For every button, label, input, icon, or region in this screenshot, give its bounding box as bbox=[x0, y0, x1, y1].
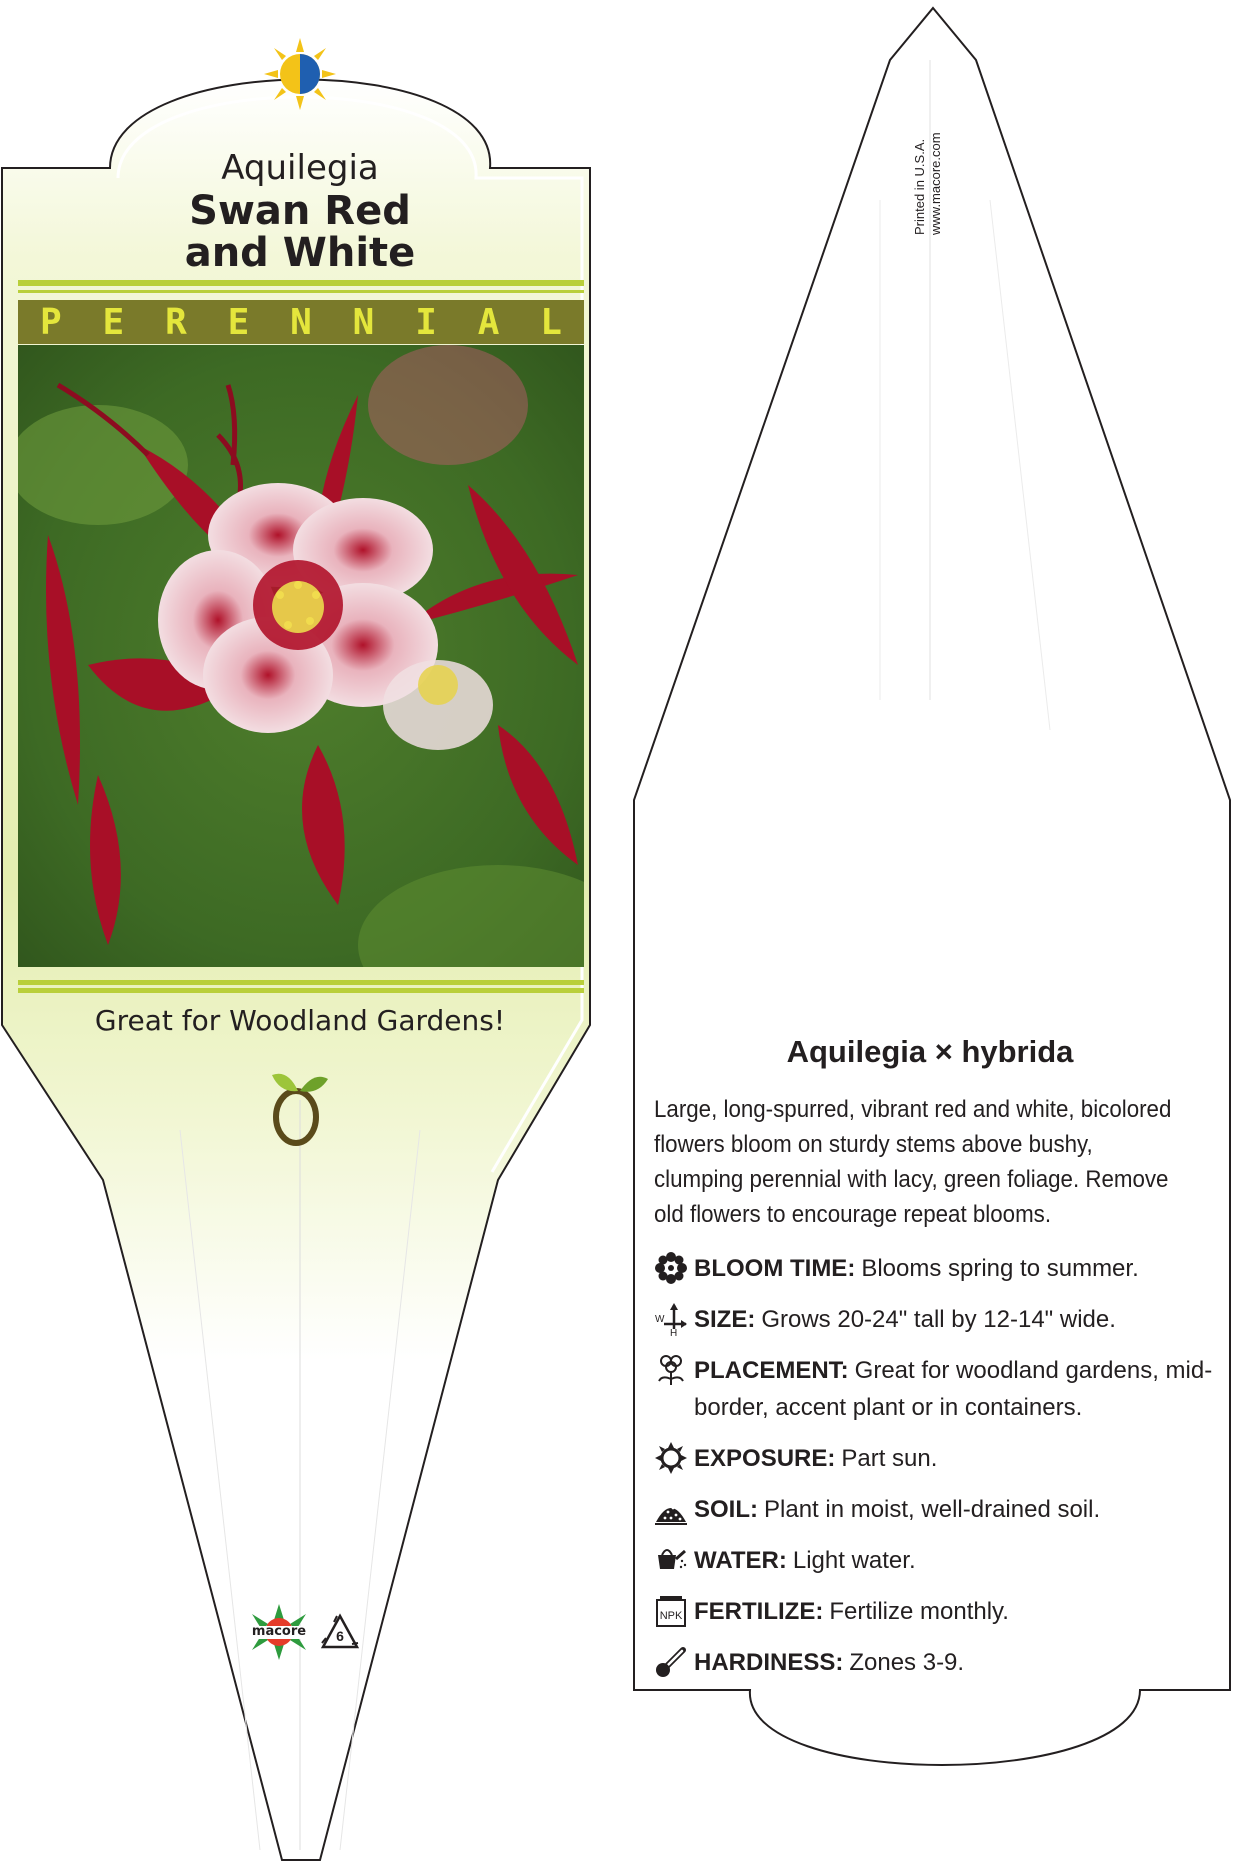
care-row-soil bbox=[654, 1491, 1214, 1528]
category-letter: A bbox=[477, 301, 500, 343]
care-value: Zones 3-9. bbox=[849, 1649, 965, 1676]
thermometer-icon bbox=[654, 1645, 688, 1679]
cultivar-name bbox=[40, 190, 560, 274]
category-letter: N bbox=[352, 301, 375, 343]
sprout-logo-icon bbox=[268, 1065, 332, 1149]
care-row-size bbox=[654, 1301, 1214, 1338]
sun-icon bbox=[654, 1441, 688, 1475]
care-value: Light water. bbox=[792, 1547, 916, 1574]
care-value: Plant in moist, well-drained soil. bbox=[764, 1496, 1101, 1523]
cultivar-line-2: and White bbox=[184, 230, 416, 276]
tagline: Great for Woodland Gardens! bbox=[94, 1004, 506, 1037]
care-value: Part sun. bbox=[841, 1445, 938, 1472]
care-row-water bbox=[654, 1542, 1214, 1579]
care-row-bloom-time bbox=[654, 1250, 1214, 1287]
category-letter: R bbox=[165, 301, 187, 343]
care-label: WATER: bbox=[694, 1547, 787, 1574]
care-label: SIZE: bbox=[694, 1306, 756, 1333]
printed-line-1: Printed in U.S.A. bbox=[912, 138, 927, 235]
npk-fertilizer-icon bbox=[654, 1594, 688, 1628]
soil-pile-icon bbox=[654, 1492, 688, 1526]
category-letter: E bbox=[227, 301, 250, 343]
category-letter: I bbox=[415, 301, 437, 343]
care-row-hardiness bbox=[654, 1644, 1214, 1681]
care-label: SOIL: bbox=[694, 1496, 758, 1523]
category-letter: P bbox=[40, 301, 62, 343]
printed-line-2: www.macore.com bbox=[928, 132, 943, 235]
care-instructions bbox=[654, 1250, 1214, 1695]
plant-genus: Aquilegia bbox=[221, 148, 379, 188]
size-icon-h: H bbox=[670, 1328, 678, 1336]
care-value: Blooms spring to summer. bbox=[861, 1255, 1139, 1282]
plant-description: Large, long-spurred, vibrant red and white, bicolored flowers bloom on sturdy stems above bushy, clumping perennial with lacy, green foliage. Remove old flowers to encourage repeat blooms. bbox=[654, 1096, 1172, 1228]
recycle-code: 6 bbox=[336, 1628, 344, 1644]
part-sun-icon bbox=[262, 36, 338, 112]
plant-placement-icon bbox=[654, 1353, 688, 1387]
scientific-name: Aquilegia × hybrida bbox=[786, 1034, 1074, 1069]
care-row-fertilize bbox=[654, 1593, 1214, 1630]
category-label bbox=[18, 300, 584, 344]
size-arrows-icon bbox=[654, 1302, 688, 1336]
care-row-exposure bbox=[654, 1440, 1214, 1477]
brand-name: macore bbox=[251, 1624, 307, 1639]
care-label: PLACEMENT: bbox=[694, 1357, 849, 1384]
care-label: EXPOSURE: bbox=[694, 1445, 836, 1472]
care-value: Great for woodland gardens, mid-border, accent plant or in containers. bbox=[694, 1357, 1213, 1421]
watering-can-icon bbox=[654, 1543, 688, 1577]
flower-icon bbox=[654, 1251, 688, 1285]
care-label: HARDINESS: bbox=[694, 1649, 844, 1676]
flower-photo bbox=[18, 345, 584, 967]
care-row-placement bbox=[654, 1352, 1214, 1426]
care-label: FERTILIZE: bbox=[694, 1598, 824, 1625]
printed-in-note bbox=[912, 132, 944, 235]
category-letter: E bbox=[102, 301, 125, 343]
size-icon-w: W bbox=[655, 1314, 665, 1325]
npk-label: NPK bbox=[659, 1610, 683, 1622]
category-letter: L bbox=[540, 301, 562, 343]
care-value: Grows 20-24" tall by 12-14" wide. bbox=[761, 1306, 1116, 1333]
care-label: BLOOM TIME: bbox=[694, 1255, 856, 1282]
category-letter: N bbox=[290, 301, 312, 343]
cultivar-line-1: Swan Red bbox=[189, 188, 411, 234]
care-value: Fertilize monthly. bbox=[829, 1598, 1009, 1625]
